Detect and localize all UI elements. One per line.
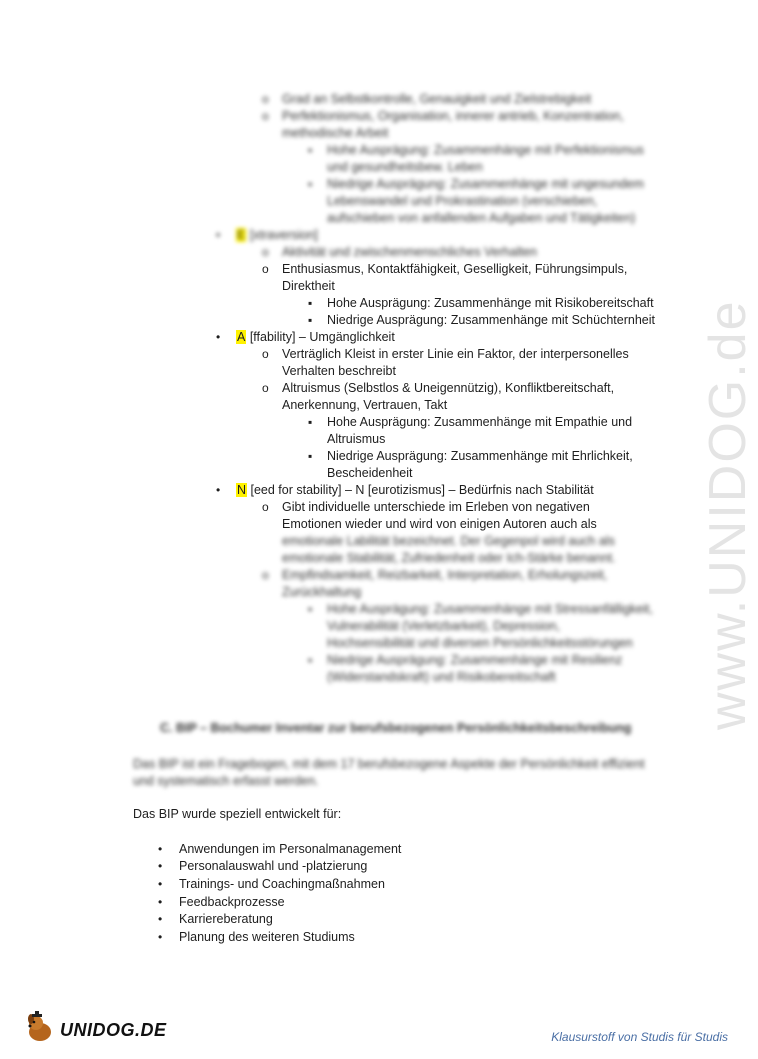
text-line: Niedrige Ausprägung: Zusammenhänge mit ungesundem (327, 177, 644, 191)
text-line: Emotionen wieder und wird von einigen Autoren auch als (282, 517, 597, 531)
text-line: Zurückhaltung (282, 585, 362, 599)
list-item: Personalauswahl und -platzierung (179, 859, 368, 873)
neuroticism-heading (236, 482, 594, 499)
list-item: Anwendungen im Personalmanagement (179, 842, 402, 856)
text-line: Altruismus (Selbstlos & Uneigennützig), Konfliktbereitschaft, (282, 381, 615, 395)
text-line: Direktheit (282, 279, 335, 293)
highlight-e: E (237, 228, 246, 242)
list-item: Planung des weiteren Studiums (179, 930, 355, 944)
text-line: Niedrige Ausprägung: Zusammenhänge mit Ehrlichkeit, (327, 449, 633, 463)
text-line: Hohe Ausprägung: Zusammenhänge mit Perfektionismus (327, 143, 644, 157)
unidog-logo[interactable] (22, 1010, 167, 1044)
text-line: Hohe Ausprägung: Zusammenhänge mit Empathie und (327, 415, 633, 429)
text-line: Altruismus (327, 432, 386, 446)
text-line: Anerkennung, Vertrauen, Takt (282, 398, 448, 412)
footer-tagline: Klausurstoff von Studis für Studis (551, 1030, 728, 1044)
heading-rest: [ffability] – Umgänglichkeit (246, 330, 395, 344)
text-line: und systematisch erfasst werden. (133, 774, 319, 788)
dog-icon (22, 1010, 58, 1046)
list-item: Karriereberatung (179, 912, 273, 926)
text-line: methodische Arbeit (282, 126, 389, 140)
text-line: Perfektionismus, Organisation, innerer antrieb, Konzentration, (282, 109, 624, 123)
text-line: Aktivität und zwischenmenschliches Verhalten (282, 245, 537, 259)
watermark-text: www.UNIDOG.de (699, 299, 757, 730)
list-item: Trainings- und Coachingmaßnahmen (179, 877, 385, 891)
list-item: Feedbackprozesse (179, 895, 285, 909)
logo-text: UNIDOG.DE (60, 1020, 167, 1040)
text-line: Verhalten beschreibt (282, 364, 396, 378)
text-line: Das BIP ist ein Fragebogen, mit dem 17 berufsbezogene Aspekte der Persönlichkeit effizient (133, 757, 645, 771)
text-line: Vulnerabilität (Verletzbarkeit), Depression, (327, 619, 560, 633)
developed-for-text: Das BIP wurde speziell entwickelt für: (133, 807, 342, 821)
text-line: Verträglich Kleist in erster Linie ein Faktor, der interpersonelles (282, 347, 629, 361)
extraversion-heading (236, 227, 318, 244)
highlight-n: N (237, 483, 247, 497)
watermark (640, 260, 757, 740)
highlight-a: A (237, 330, 246, 344)
text-line: aufschieben von anfallenden Aufgaben und Tätigkeiten) (327, 211, 636, 225)
section-heading: C. BIP – Bochumer Inventar zur berufsbezogenen Persönlichkeitsbeschreibung (160, 721, 632, 735)
text-line: emotionale Stabilität, Zufriedenheit oder Ich-Stärke benannt. (282, 551, 616, 565)
text-line: und gesundheitsbew. Leben (327, 160, 483, 174)
text-line: Hohe Ausprägung: Zusammenhänge mit Stressanfälligkeit, (327, 602, 653, 616)
text-line: emotionale Labilität bezeichnet. Der Gegenpol wird auch als (282, 534, 615, 548)
text-line: Niedrige Ausprägung: Zusammenhänge mit Schüchternheit (327, 313, 655, 327)
text-line: Empfindsamkeit, Reizbarkeit, Interpretation, Erholungszeit, (282, 568, 608, 582)
heading-rest: [eed for stability] – N [eurotizismus] – Bedürfnis nach Stabilität (247, 483, 594, 497)
text-line: Hochsensibilität und diversen Persönlichkeitsstörungen (327, 636, 633, 650)
text-line: Enthusiasmus, Kontaktfähigkeit, Geselligkeit, Führungsimpuls, (282, 262, 628, 276)
agreeableness-heading (236, 329, 395, 346)
text-line: Lebenswandel und Prokrastination (verschieben, (327, 194, 598, 208)
text-line: Grad an Selbstkontrolle, Genauigkeit und Zielstrebigkeit (282, 92, 592, 106)
text-line: Hohe Ausprägung: Zusammenhänge mit Risikobereitschaft (327, 296, 654, 310)
text-line: Niedrige Ausprägung: Zusammenhänge mit Resilienz (327, 653, 623, 667)
text-line: (Widerstandskraft) und Risikobereitschaft (327, 670, 556, 684)
text-line: Bescheidenheit (327, 466, 413, 480)
text-line: Gibt individuelle unterschiede im Erleben von negativen (282, 500, 590, 514)
heading-rest: [xtraversion] (246, 228, 318, 242)
